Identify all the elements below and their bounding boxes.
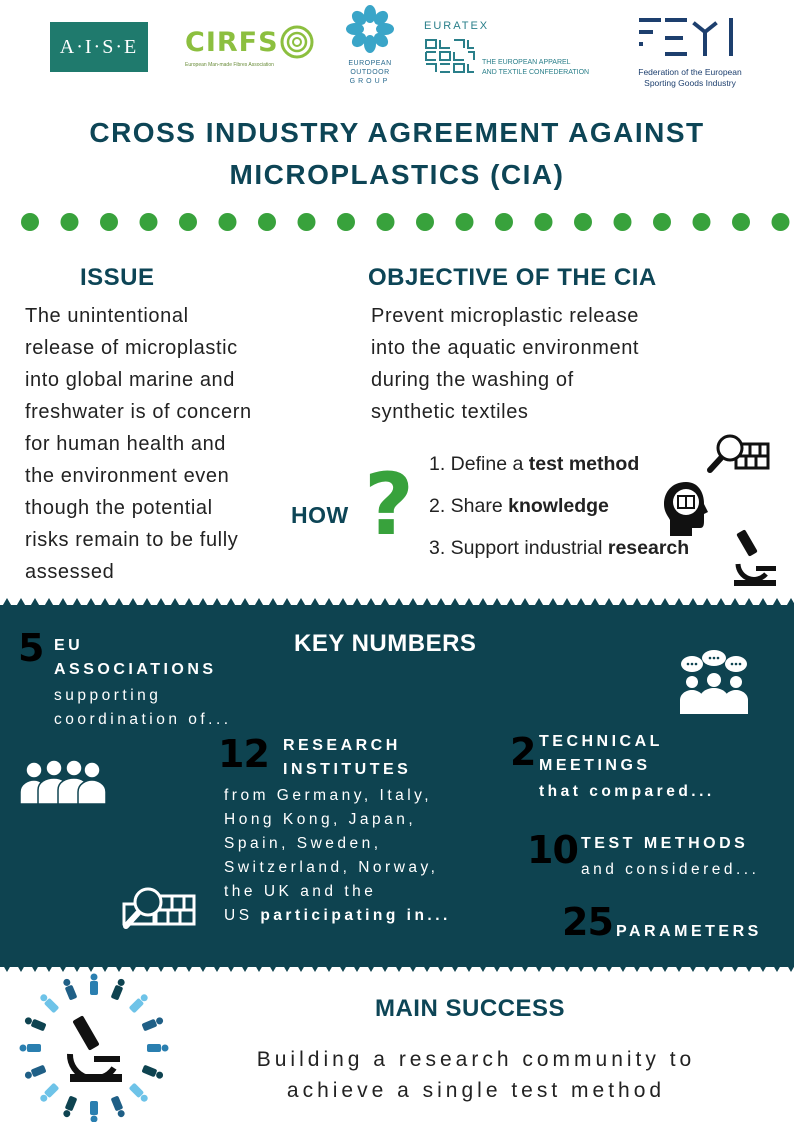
microscope-icon [730, 528, 778, 588]
divider-dot [732, 213, 750, 231]
objective-heading: OBJECTIVE OF THE CIA [368, 264, 657, 291]
step-1: 1. Define a test method [429, 453, 640, 475]
divider-dot [772, 213, 790, 231]
zigzag-edge [0, 960, 794, 972]
divider-dot [377, 213, 395, 231]
magnifier-boxes-white-icon [120, 884, 196, 932]
n12-line1: RESEARCH [283, 737, 401, 754]
aise-logo: A·I·S·E [50, 22, 148, 72]
magnifier-boxes-icon [706, 432, 770, 476]
number-25: 25 [562, 900, 613, 944]
divider-dot [140, 213, 158, 231]
circle-person [147, 1044, 169, 1052]
question-mark-icon: ? [364, 455, 414, 555]
fesi-subtitle-2: Sporting Goods Industry [644, 78, 736, 88]
cirfs-logo-word: CIRFS [185, 26, 279, 58]
euratex-logo [424, 20, 594, 82]
divider-dot [495, 213, 513, 231]
divider-dot [574, 213, 592, 231]
number-5: 5 [18, 626, 44, 670]
n5-line2: ASSOCIATIONS [54, 661, 217, 678]
divider-dot [614, 213, 632, 231]
fesi-mark-icon [635, 14, 745, 62]
divider-dot [21, 213, 39, 231]
circle-person [111, 1095, 127, 1118]
divider-dot [456, 213, 474, 231]
fesi-subtitle-1: Federation of the European [638, 67, 742, 77]
divider-dot [298, 213, 316, 231]
n2-line1: TECHNICAL [539, 733, 663, 750]
how-steps [429, 450, 689, 576]
divider-dot [535, 213, 553, 231]
divider-dot [337, 213, 355, 231]
n2-line2: MEETINGS [539, 757, 651, 774]
eog-line-2: OUTDOOR [350, 69, 390, 76]
issue-heading: ISSUE [80, 264, 155, 291]
euratex-subtitle: THE EUROPEAN APPAREL AND TEXTILE CONFEDERATION [482, 59, 590, 76]
issue-text: The unintentional release of microplastic into global marine and freshwater is of concern for human health and the environment even though the potential risks remain to be fully assessed [25, 305, 252, 583]
zigzag-edge [0, 598, 794, 610]
speech-group-icon [676, 646, 752, 716]
key-numbers-heading: KEY NUMBERS [294, 630, 477, 657]
n12-countries: from Germany, Italy, Hong Kong, Japan, Spain, Sweden, Switzerland, Norway, the UK and the US participating in... [224, 787, 451, 924]
divider-dot [219, 213, 237, 231]
divider-dot [693, 213, 711, 231]
people-group-icon [18, 758, 108, 806]
step-2: 2. Share knowledge [429, 495, 609, 517]
cirfs-logo [185, 24, 315, 70]
circle-person [90, 974, 98, 996]
n10-line1: TEST METHODS [581, 835, 749, 852]
divider-dot [61, 213, 79, 231]
step-3: 3. Support industrial research [429, 537, 690, 559]
main-success-text: Building a research community to achieve a single test method [256, 1048, 696, 1102]
circle-person [24, 1065, 47, 1081]
number-10: 10 [527, 828, 578, 872]
fesi-logo [630, 14, 750, 98]
n10-line2: and considered... [581, 861, 760, 878]
dot-divider [20, 212, 790, 232]
band-bottom-zigzag [0, 960, 794, 972]
how-label: HOW [291, 502, 349, 528]
n2-line3: that compared... [539, 783, 715, 800]
main-success-heading: MAIN SUCCESS [374, 995, 566, 1022]
objective-text: Prevent microplastic release into the aquatic environment during the washing of synthetic textiles [371, 305, 640, 423]
circle-person [90, 1101, 98, 1122]
number-2: 2 [510, 730, 536, 774]
n25-line1: PARAMETERS [616, 923, 762, 940]
circle-person [141, 1065, 164, 1081]
circle-person [62, 1095, 78, 1118]
n5-line3: supporting [54, 687, 162, 704]
n5-line4: coordination of... [54, 711, 232, 728]
n5-line1: EU [54, 637, 84, 654]
eog-flower-icon [345, 4, 395, 54]
page-title: CROSS INDUSTRY AGREEMENT AGAINST MICROPLASTICS (CIA) [89, 117, 705, 190]
euratex-title: EURATEX [424, 20, 490, 32]
circle-person [38, 1083, 59, 1104]
eog-line-3: GROUP [349, 78, 391, 85]
divider-dot [258, 213, 276, 231]
eog-line-1: EUROPEAN [348, 60, 392, 67]
band-top-zigzag [0, 598, 794, 610]
cirfs-spiral-icon [279, 24, 315, 60]
circle-person [20, 1044, 42, 1052]
head-book-icon [660, 480, 710, 538]
euratex-grid-icon [424, 38, 476, 74]
divider-dot [100, 213, 118, 231]
divider-dot [416, 213, 434, 231]
circle-person [129, 1083, 150, 1104]
divider-dot [179, 213, 197, 231]
divider-dot [653, 213, 671, 231]
cirfs-logo-subtitle: European Man-made Fibres Association [185, 62, 274, 68]
n12-line2: INSTITUTES [283, 761, 412, 778]
eog-logo [343, 4, 397, 94]
number-12: 12 [218, 732, 269, 776]
